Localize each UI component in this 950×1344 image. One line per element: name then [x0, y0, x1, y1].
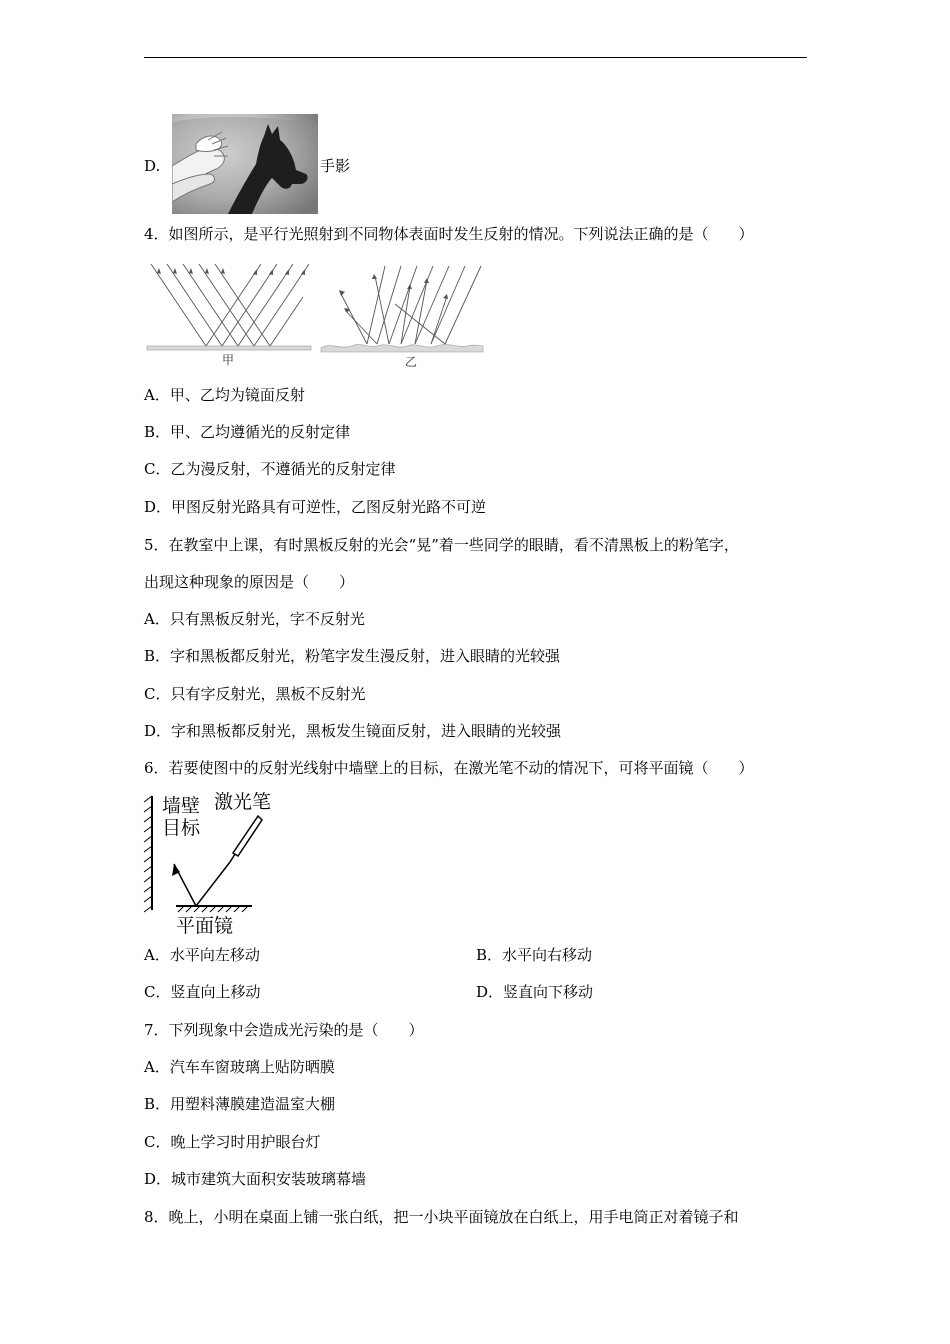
hand-shadow-image: [172, 114, 318, 214]
label-jia: 甲: [222, 353, 235, 367]
q4-option-b: B．甲、乙均遵循光的反射定律: [144, 423, 351, 441]
label-laser-pen: 激光笔: [214, 791, 272, 813]
rough-surface: [321, 345, 483, 352]
q5-stem-line2: 出现这种现象的原因是（ ）: [144, 573, 355, 591]
q7-option-a: A．汽车车窗玻璃上贴防晒膜: [144, 1058, 335, 1076]
diffuse-arrowheads: [339, 274, 448, 313]
q5-stem-line1: 5．在教室中上课，有时黑板反射的光会“晃”着一些同学的眼睛，看不清黑板上的粉笔字，: [144, 536, 739, 554]
header-rule: [144, 57, 807, 58]
q4-stem: 4．如图所示，是平行光照射到不同物体表面时发生反射的情况。下列说法正确的是（ ）: [144, 225, 754, 243]
label-mirror: 平面镜: [176, 915, 234, 937]
wall-hatching: [144, 796, 152, 912]
q7-stem: 7．下列现象中会造成光污染的是（ ）: [144, 1021, 424, 1039]
q8-stem: 8．晚上，小明在桌面上铺一张白纸，把一小块平面镜放在白纸上，用手电筒正对着镜子和: [144, 1208, 739, 1226]
q5-option-a: A．只有黑板反射光，字不反射光: [144, 610, 365, 628]
label-wall: 墙壁: [162, 795, 201, 817]
specular-rays: [151, 264, 309, 346]
q6-option-c: C．竖直向上移动: [144, 983, 261, 1001]
laser-pen-icon: [230, 816, 262, 862]
q7-option-b: B．用塑料薄膜建造温室大棚: [144, 1095, 336, 1113]
q4-option-d: D．甲图反射光路具有可逆性，乙图反射光路不可逆: [144, 498, 487, 516]
specular-arrowheads: [157, 268, 305, 275]
q4-option-a: A．甲、乙均为镜面反射: [144, 386, 305, 404]
q6-option-b: B．水平向右移动: [476, 946, 593, 964]
q6-stem: 6．若要使图中的反射光线射中墙壁上的目标，在激光笔不动的情况下，可将平面镜（ ）: [144, 759, 754, 777]
label-yi: 乙: [405, 355, 418, 369]
q3-option-d-caption: 手影: [320, 157, 351, 175]
q4-option-c: C．乙为漫反射，不遵循光的反射定律: [144, 460, 396, 478]
incident-ray: [196, 862, 230, 906]
reflection-figure: [145, 260, 490, 372]
label-target: 目标: [162, 817, 201, 839]
q5-option-c: C．只有字反射光，黑板不反射光: [144, 685, 366, 703]
q6-option-d: D．竖直向下移动: [476, 983, 594, 1001]
q7-option-d: D．城市建筑大面积安装玻璃幕墙: [144, 1170, 367, 1188]
q5-option-d: D．字和黑板都反射光，黑板发生镜面反射，进入眼睛的光较强: [144, 722, 562, 740]
laser-mirror-figure: [140, 788, 290, 938]
q5-option-b: B．字和黑板都反射光，粉笔字发生漫反射，进入眼睛的光较强: [144, 647, 561, 665]
q6-option-a: A．水平向左移动: [144, 946, 260, 964]
q3-option-d-letter: D.: [144, 157, 161, 175]
diffuse-rays: [340, 266, 481, 344]
q7-option-c: C．晚上学习时用护眼台灯: [144, 1133, 321, 1151]
smooth-surface: [147, 346, 311, 350]
